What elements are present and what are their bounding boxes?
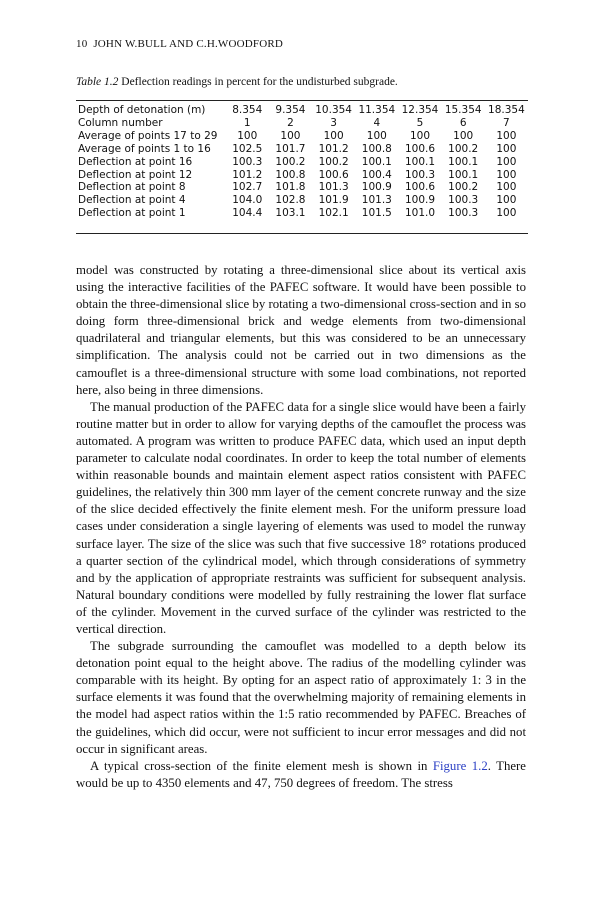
table-row [78,143,528,156]
paragraph-text: A typical cross-section of the finite element mesh is shown in [90,758,433,773]
table-cell: 100.1 [448,168,479,181]
row-label: Deflection at point 12 [78,168,193,181]
table-header-row [78,104,528,117]
table-cell: 100.2 [318,155,349,168]
table-cell: 100.1 [404,155,436,168]
table-cell: 100.3 [404,168,436,181]
table-cell: 7 [503,116,510,129]
table-cell: 101.8 [275,181,306,194]
table-cell: 100.2 [448,142,479,155]
paragraph-text: . There would be up to 4350 elements and 47, 750 degrees of freedom. The stress [76,758,526,790]
paragraph: model was constructed by rotating a three-dimensional slice about its vertical axis using the interactive facilities of the PAFEC software. It would have been possible to obtain the three-dimensional slice by rotating a two-dimensional cross-section and in so doing form three-dimensional brick and wedge elements from two-dimensional quadrilateral and triangular elements, but this was considered to be an unnecessary simplification. The analysis could not be carried out in two dimensions as the camouflet is a three-dimensional structure with some load combinations, not reported here, also being in three dimensions. [76,263,526,397]
table-caption [76,76,398,88]
table-cell: 100.3 [232,155,263,168]
table-cell: 102.1 [318,207,349,220]
table-cell: 101.9 [318,194,349,207]
table-row [78,194,528,207]
table-cell: 101.5 [361,207,392,220]
table-cell: 3 [330,116,337,129]
table-cell: 100.1 [361,155,392,168]
table-top-rule [76,100,528,101]
row-label: Column number [78,116,163,129]
table-cell: 101.7 [275,142,306,155]
row-label: Average of points 1 to 16 [78,142,211,155]
table-cell: 100.3 [448,207,479,220]
row-label: Deflection at point 16 [78,155,193,168]
depth-cell: 15.354 [444,104,482,116]
depth-cell: 8.354 [232,104,263,116]
paragraph: The manual production of the PAFEC data for a single slice would have been a fairly routine matter but in order to allow for varying depths of the camouflet the process was automated. A program was written to produce PAFEC data, which used an input depth parameter to calculate nodal coordinates. In order to keep the total number of elements within reasonable bounds and maintain element aspect ratios consistent with PAFEC guidelines, the relatively thin 300 mm layer of the cement concrete runway and the size of the slice decided effectively the finite element mesh. For the uniform pressure load cases under consideration a single layering of elements was used to model the runway surface layer. The size of the slice was such that five successive 18° rotations produced a quarter section of the cylindrical model, which through considerations of symmetry and by the application of appropriate restraints was sufficient for subsequent analysis. Natural boundary conditions were modelled by fully restraining the lower flat surface of the cylinder. Movement in the curved surface of the cylinder was restricted to the vertical direction. [76,399,526,636]
table-cell: 100 [366,129,387,142]
table-caption-text: Deflection readings in percent for the undisturbed subgrade. [121,76,398,88]
depth-cell: 10.354 [315,104,352,116]
table-cell: 100 [496,194,517,207]
table-cell: 4 [373,116,381,129]
table-caption-label: Table 1.2 [76,76,119,88]
table-cell: 101.3 [361,194,392,207]
running-title: JOHN W.BULL AND C.H.WOODFORD [93,38,284,50]
table-cell: 100 [453,129,474,142]
table-cell: 6 [459,116,467,129]
table-cell: 100 [496,181,517,194]
table-cell: 100 [280,129,301,142]
table-header-label: Depth of detonation (m) [78,104,206,116]
table-cell: 101.0 [404,207,436,220]
table-cell: 1 [243,116,251,129]
paragraph: The subgrade surrounding the camouflet was modelled to a depth below its detonation point equal to the height above. The radius of the modelling cylinder was comparable with its height. By opting for an aspect ratio of approximately 1: 3 in the surface elements it was found that the overwhelming majority of remaining elements in the model had aspect ratios within the 1:5 ratio recommended by PAFEC. Breaches of the guidelines, which did occur, were not sufficient to incur error messages and did not occur in significant areas. [76,639,526,756]
deflection-table [78,104,528,220]
depth-cell: 11.354 [358,104,396,116]
table-cell: 100.2 [448,181,479,194]
table-row [78,207,528,220]
table-row [78,117,528,130]
table-cell: 101.2 [232,168,263,181]
table-cell: 100.6 [318,168,349,181]
table-row [78,156,528,169]
table-cell: 100 [496,155,517,168]
table-cell: 102.7 [232,181,263,194]
table-cell: 100.3 [448,194,479,207]
table-cell: 100.9 [361,181,392,194]
depth-cell: 18.354 [488,104,525,116]
table-cell: 100 [496,142,517,155]
table-cell: 100 [496,207,517,220]
table-cell: 101.3 [318,181,349,194]
row-label: Average of points 17 to 29 [78,129,218,142]
table-cell: 100 [323,129,344,142]
table-row [78,169,528,182]
table-cell: 100.2 [275,155,306,168]
running-header [76,38,283,50]
table-cell: 5 [416,116,424,129]
table-cell: 104.4 [232,207,263,220]
table-cell: 104.0 [232,194,263,207]
table-cell: 2 [287,116,294,129]
table-cell: 100.6 [404,181,436,194]
table-cell: 101.2 [318,142,349,155]
table-cell: 100 [496,168,517,181]
row-label: Deflection at point 4 [78,194,186,207]
depth-cell: 12.354 [401,104,439,116]
table-bottom-rule [76,233,528,234]
figure-link[interactable]: Figure 1.2 [432,758,488,773]
table-cell: 100 [496,129,517,142]
table-cell: 100.4 [361,168,392,181]
table-cell: 100.1 [448,155,479,168]
table-cell: 100.8 [275,168,306,181]
body-text [76,262,526,792]
table-cell: 100.8 [361,142,392,155]
table-cell: 100 [409,129,431,142]
page-number: 10 [76,38,88,50]
table-row [78,181,528,194]
table-cell: 100.9 [404,194,436,207]
depth-cell: 9.354 [275,104,306,116]
table-cell: 100 [237,129,258,142]
table-cell: 100.6 [404,142,436,155]
table-cell: 102.8 [275,194,306,207]
row-label: Deflection at point 8 [78,181,186,194]
row-label: Deflection at point 1 [78,207,186,220]
table-cell: 103.1 [275,207,306,220]
paragraph [76,758,526,792]
table-cell: 102.5 [232,142,263,155]
table-row [78,130,528,143]
